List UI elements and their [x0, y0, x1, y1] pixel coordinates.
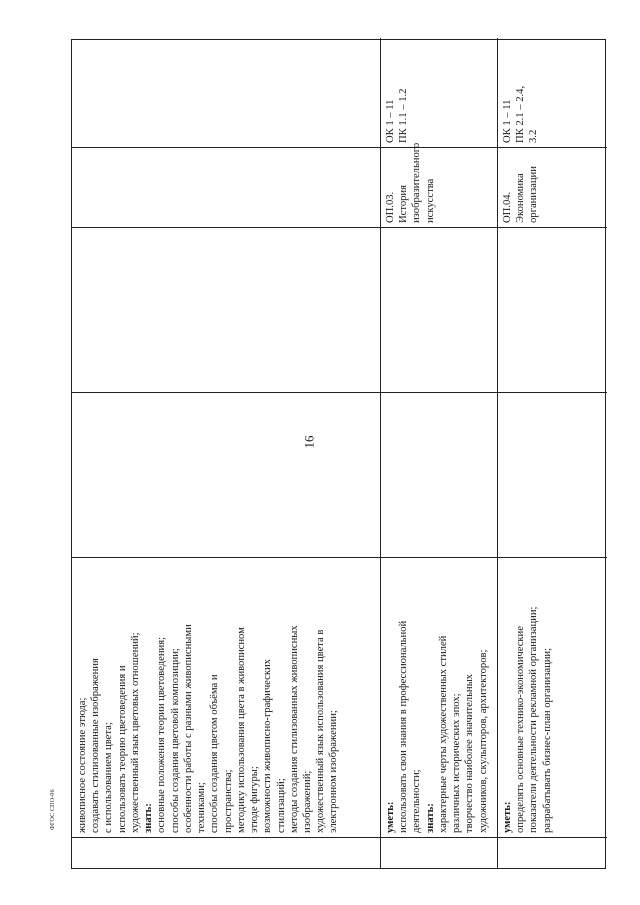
- row-separator: [380, 38, 381, 868]
- col-separator: [72, 837, 607, 838]
- row-1-content: живописное состояние этюда; создавать стилизованные изображения с использованием цвета; использовать теорию цветоведения и художественный язык цветовых отношений; знать: основные положения теории цветоведения; способы создания цветовой композиции; особенности работы с разными живописными техниками; способы создания цветом объёма и пространства; методику использования цвета в живописном этюде фигуры; возможности живописно-графических стилизаций; методы создания стилизованных живописных изображений; художественный язык использования цвета в электронном изображении;: [77, 624, 340, 833]
- row-2-content: уметь: использовать свои знания в профессиональной деятельности; знать: характерные черты художественных стилей различных исторических эпох; творчество наиболее значительных художников, скульпторов, архитекторов;: [385, 620, 489, 833]
- row-3-competences: ОК 1 – 11 ПК 2.1 – 2.4, 3.2: [502, 85, 540, 143]
- row-1-competences: [74, 39, 380, 147]
- rotated-table: [71, 39, 606, 869]
- col-separator: [72, 392, 607, 393]
- curriculum-table: [71, 39, 606, 869]
- row-separator: [497, 38, 498, 868]
- row-3-discipline: ОП.04. Экономика организации: [502, 166, 540, 223]
- row-2-discipline: ОП.03. История изобразительного искусства: [385, 142, 436, 223]
- row-1-discipline: [74, 148, 380, 227]
- footer-text: ФГОС СПО-06: [50, 789, 56, 830]
- page-number: 16: [301, 435, 317, 449]
- col-separator: [72, 227, 607, 228]
- row-3-content: уметь: определять основные технико-экономические показатели деятельности рекламной организации; разрабатывать бизнес-план организации;: [502, 606, 553, 833]
- row-2-competences: ОК 1 – 11 ПК 1.1 – 1.2: [385, 88, 410, 143]
